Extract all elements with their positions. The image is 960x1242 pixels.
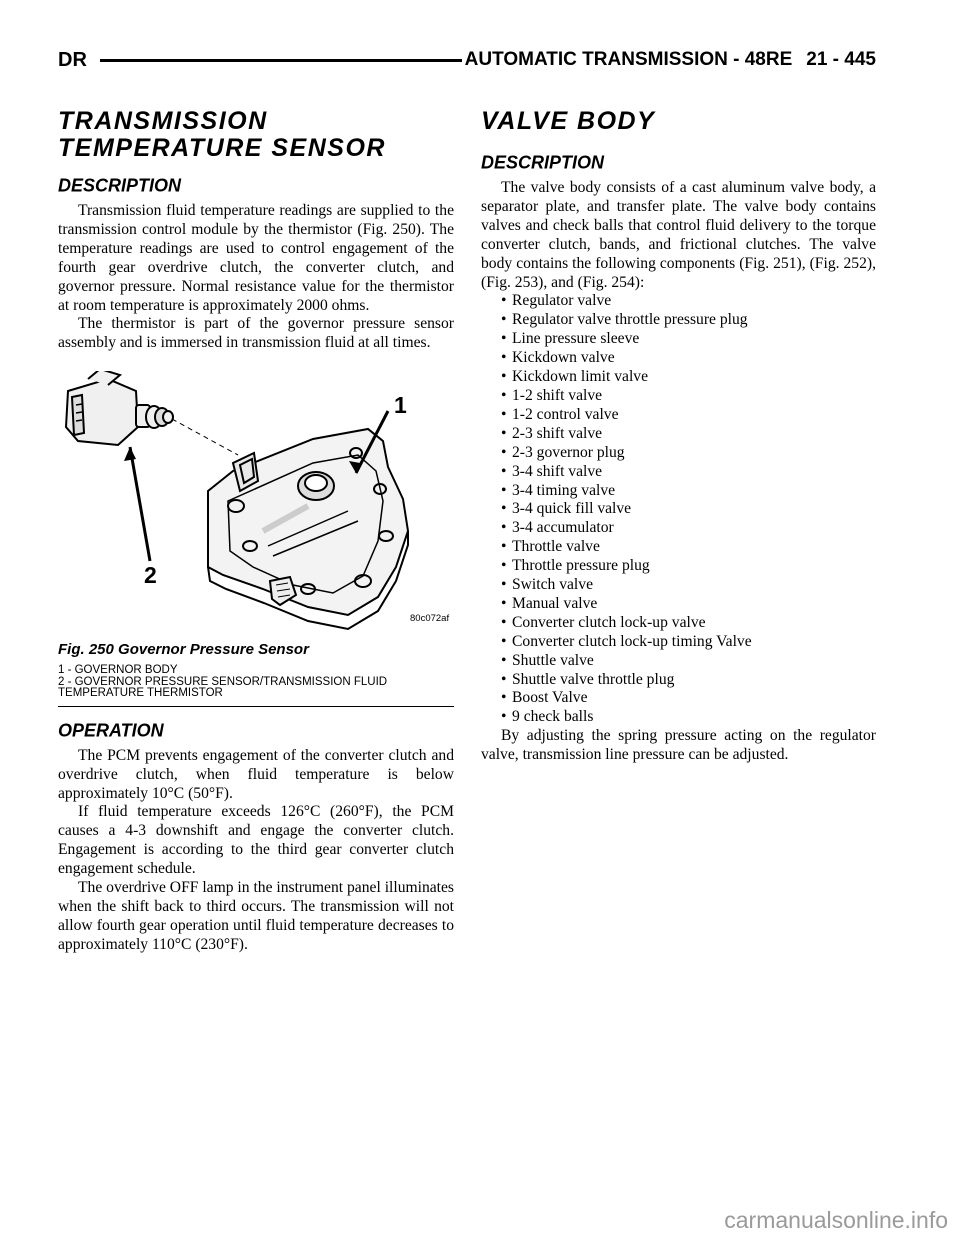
description-heading: DESCRIPTION [58, 174, 182, 196]
list-item-text: Shuttle valve [512, 651, 594, 669]
list-item-text: 3-4 accumulator [512, 519, 614, 537]
list-item [481, 349, 876, 368]
bullet-icon: • [501, 462, 507, 480]
operation-paragraph-2: If fluid temperature exceeds 126°C (260°F), the PCM causes a 4-3 downshift and engage the converter clutch. Engagement is according to the third gear converter clutch engagement schedule. [58, 803, 454, 878]
list-item-text: Shuttle valve throttle plug [512, 670, 675, 688]
bullet-icon: • [501, 405, 507, 423]
callout-2-label: 2 [144, 562, 157, 589]
list-item [481, 595, 876, 614]
heading-line-2: TEMPERATURE SENSOR [58, 134, 386, 162]
figure-code: 80c072af [410, 613, 450, 625]
list-item [481, 292, 876, 311]
bullet-icon: • [501, 670, 507, 688]
bullet-icon: • [501, 292, 507, 310]
bullet-icon: • [501, 613, 507, 631]
valve-body-description-heading: DESCRIPTION [481, 151, 605, 173]
section-heading-valve-body: VALVE BODY [481, 107, 656, 135]
alignment-dashed-line [172, 419, 238, 455]
page-header [58, 46, 876, 74]
governor-illustration [58, 371, 454, 641]
operation-paragraph-3: The overdrive OFF lamp in the instrument panel illuminates when the shift back to third occurs. The transmission will not allow fourth gear operation until fluid temperature decreases to approximately 110°C (230°F). [58, 879, 454, 953]
bullet-icon: • [501, 330, 507, 348]
list-item-text: Converter clutch lock-up valve [512, 613, 706, 631]
description-paragraph-1: Transmission fluid temperature readings are supplied to the transmission control module by the thermistor (Fig. 250). The temperature readings are used to control engagement of the fourth gear overdrive clutch, the converter clutch, and governor pressure. Normal resistance value for the thermistor at room temperature is approximately 2000 ohms. [58, 202, 454, 314]
section-heading-transmission-temperature-sensor [58, 108, 454, 162]
list-item [481, 500, 876, 519]
list-item-text: Regulator valve throttle pressure plug [512, 311, 748, 329]
list-item-text: 1-2 control valve [512, 405, 619, 423]
bullet-icon: • [501, 689, 507, 707]
bullet-icon: • [501, 443, 507, 461]
list-item [481, 482, 876, 501]
valve-body-closing: By adjusting the spring pressure acting on the regulator valve, transmission line pressure can be adjusted. [481, 727, 876, 764]
bullet-icon: • [501, 594, 507, 612]
operation-paragraph-1: The PCM prevents engagement of the converter clutch and overdrive clutch, when fluid temperature is below approximately 10°C (50°F). [58, 746, 454, 802]
bullet-icon: • [501, 519, 507, 537]
right-column [481, 108, 876, 765]
header-title: AUTOMATIC TRANSMISSION - 48RE [464, 49, 793, 70]
bullet-icon: • [501, 632, 507, 650]
list-item [481, 689, 876, 708]
figure-legend [58, 665, 454, 700]
figure-rule [58, 706, 454, 707]
callout-2-leader [130, 447, 150, 561]
callout-1-label: 1 [394, 392, 407, 419]
figure-caption: Fig. 250 Governor Pressure Sensor [58, 641, 309, 659]
list-item [481, 652, 876, 671]
list-item [481, 576, 876, 595]
list-item [481, 330, 876, 349]
list-item [481, 387, 876, 406]
governor-body-drawing [208, 429, 408, 629]
component-list [481, 292, 876, 727]
list-item [481, 311, 876, 330]
list-item [481, 633, 876, 652]
list-item [481, 406, 876, 425]
bullet-icon: • [501, 349, 507, 367]
list-item-text: Kickdown valve [512, 349, 615, 367]
bullet-icon: • [501, 576, 507, 594]
list-item-text: 2-3 governor plug [512, 443, 625, 461]
bullet-icon: • [501, 651, 507, 669]
list-item [481, 538, 876, 557]
list-item-text: Line pressure sleeve [512, 330, 640, 348]
bullet-icon: • [501, 500, 507, 518]
list-item [481, 425, 876, 444]
valve-body-intro: The valve body consists of a cast aluminum valve body, a separator plate, and transfer plate. The valve body contains valves and check balls that control fluid delivery to the torque converter clutch, bands, and frictional clutches. The valve body contains the following components (Fig. 251), (Fig. 252), (Fig. 253), and (Fig. 254): [481, 179, 876, 291]
bullet-icon: • [501, 708, 507, 726]
bullet-icon: • [501, 386, 507, 404]
operation-heading: OPERATION [58, 719, 164, 741]
list-item-text: Switch valve [512, 576, 593, 594]
list-item-text: Throttle pressure plug [512, 557, 650, 575]
list-item [481, 708, 876, 727]
list-item [481, 368, 876, 387]
header-rule [100, 59, 462, 62]
bullet-icon: • [501, 311, 507, 329]
bullet-icon: • [501, 368, 507, 386]
list-item-text: 9 check balls [512, 708, 594, 726]
list-item-text: 3-4 quick fill valve [512, 500, 632, 518]
callout-2-arrowhead [124, 447, 136, 461]
list-item-text: 1-2 shift valve [512, 386, 603, 404]
figure-governor-pressure-sensor [58, 371, 454, 641]
list-item [481, 463, 876, 482]
bullet-icon: • [501, 424, 507, 442]
bullet-icon: • [501, 557, 507, 575]
list-item-text: Kickdown limit valve [512, 368, 648, 386]
list-item-text: 3-4 timing valve [512, 481, 616, 499]
description-paragraph-2: The thermistor is part of the governor pressure sensor assembly and is immersed in transmission fluid at all times. [58, 315, 454, 352]
list-item [481, 519, 876, 538]
heading-line-1: TRANSMISSION [58, 107, 268, 135]
list-item-text: Converter clutch lock-up timing Valve [512, 632, 752, 650]
list-item [481, 557, 876, 576]
bullet-icon: • [501, 538, 507, 556]
header-section-code: DR [58, 49, 87, 71]
list-item-text: Regulator valve [512, 292, 612, 310]
list-item [481, 614, 876, 633]
page-number: 21 - 445 [806, 49, 876, 70]
pressure-sensor-drawing [66, 371, 173, 445]
list-item-text: 3-4 shift valve [512, 462, 603, 480]
header-title-group [465, 46, 876, 74]
list-item [481, 444, 876, 463]
legend-item-2: 2 - GOVERNOR PRESSURE SENSOR/TRANSMISSION FLUID TEMPERATURE THERMISTOR [58, 675, 388, 700]
list-item-text: Manual valve [512, 594, 598, 612]
list-item [481, 671, 876, 690]
list-item-text: Throttle valve [512, 538, 600, 556]
legend-item-1: 1 - GOVERNOR BODY [58, 664, 178, 677]
bullet-icon: • [501, 481, 507, 499]
list-item-text: 2-3 shift valve [512, 424, 603, 442]
left-column [58, 108, 454, 955]
list-item-text: Boost Valve [512, 689, 588, 707]
watermark: carmanualsonline.info [724, 1207, 948, 1233]
